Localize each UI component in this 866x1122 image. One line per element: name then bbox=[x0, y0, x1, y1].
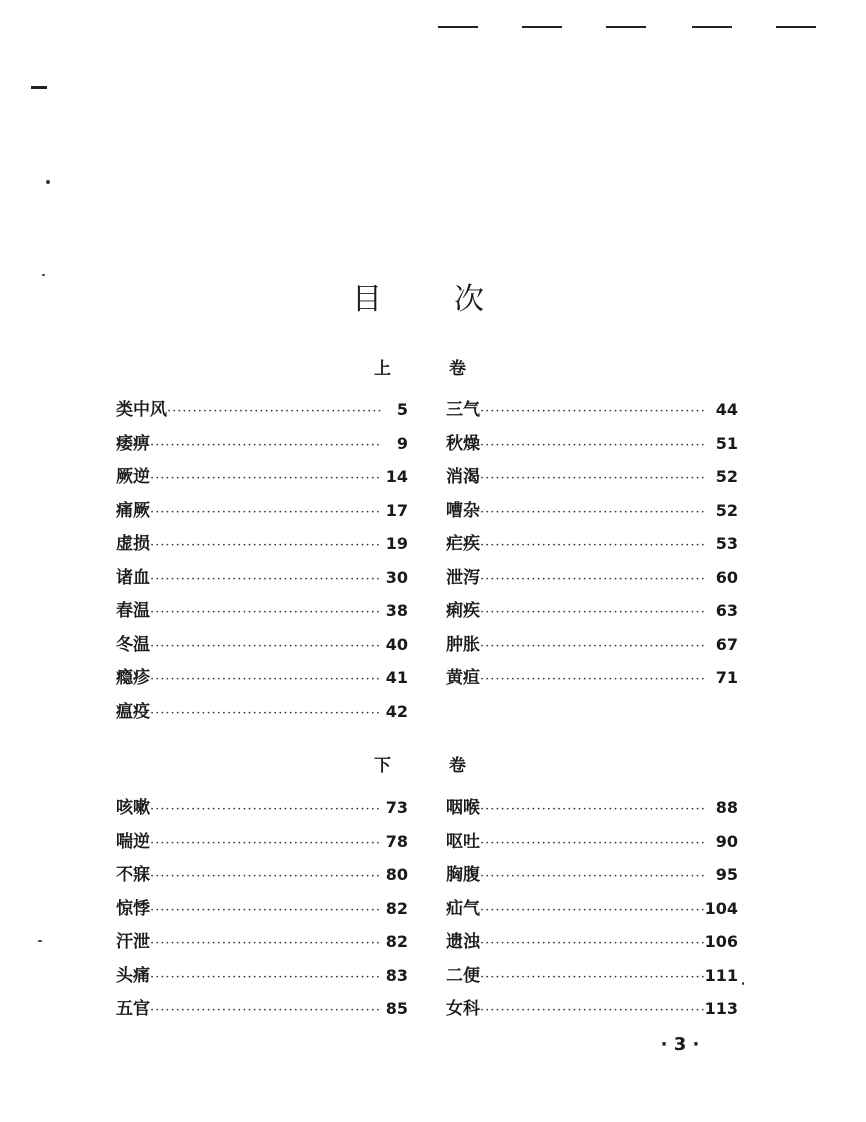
title-char-1: 目 bbox=[352, 282, 382, 317]
toc-entry[interactable] bbox=[446, 964, 738, 998]
toc-entry[interactable] bbox=[116, 398, 408, 432]
dot-leader bbox=[150, 932, 382, 956]
toc-entry[interactable] bbox=[116, 465, 408, 499]
toc-entry[interactable] bbox=[116, 863, 408, 897]
toc-entry-page: 14 bbox=[385, 467, 408, 486]
volume-upper-heading-left: 上 bbox=[374, 359, 391, 379]
toc-entry-name: 瘾疹 bbox=[116, 668, 150, 688]
toc-entry[interactable] bbox=[446, 796, 738, 830]
toc-entry[interactable] bbox=[116, 700, 408, 734]
top-rule bbox=[776, 26, 816, 28]
dot-leader bbox=[150, 501, 382, 525]
dot-leader bbox=[150, 568, 382, 592]
toc-entry-page: 90 bbox=[715, 831, 738, 851]
scan-speck bbox=[46, 180, 50, 184]
toc-entry[interactable] bbox=[116, 666, 408, 700]
toc-entry-name: 喘逆 bbox=[116, 831, 150, 852]
toc-entry-page: 5 bbox=[396, 400, 408, 419]
dot-leader bbox=[150, 601, 382, 625]
toc-entry[interactable] bbox=[446, 666, 738, 700]
toc-entry-page: 88 bbox=[715, 798, 738, 817]
toc-entry-page: 60 bbox=[715, 567, 738, 587]
toc-entry-name: 遗浊 bbox=[446, 932, 480, 952]
toc-entry-page: 42 bbox=[385, 701, 408, 721]
toc-entry-page: 71 bbox=[715, 668, 738, 687]
dot-leader bbox=[150, 534, 382, 558]
toc-entry[interactable] bbox=[446, 830, 738, 864]
dot-leader bbox=[480, 400, 704, 424]
toc-entry[interactable] bbox=[116, 566, 408, 600]
toc-entry[interactable] bbox=[446, 599, 738, 633]
toc-entry[interactable] bbox=[446, 930, 738, 964]
dot-leader bbox=[150, 966, 382, 990]
toc-entry-page: 78 bbox=[385, 831, 408, 851]
toc-entry-name: 黄疸 bbox=[446, 668, 480, 688]
toc-entry-name: 咽喉 bbox=[446, 798, 480, 818]
toc-entry-name: 虚损 bbox=[116, 534, 150, 554]
toc-entry[interactable] bbox=[116, 532, 408, 566]
scan-speck bbox=[742, 982, 744, 985]
scan-speck bbox=[38, 940, 42, 942]
toc-entry-name: 嘈杂 bbox=[446, 500, 480, 521]
toc-entry-name: 不寐 bbox=[116, 865, 150, 885]
title-char-2: 次 bbox=[454, 282, 484, 317]
top-rule bbox=[522, 26, 562, 28]
toc-entry[interactable] bbox=[446, 897, 738, 931]
toc-entry-page: 73 bbox=[385, 798, 408, 817]
toc-entry-page: 44 bbox=[715, 400, 738, 419]
toc-entry[interactable] bbox=[116, 830, 408, 864]
toc-entry[interactable] bbox=[446, 863, 738, 897]
toc-entry[interactable] bbox=[116, 997, 408, 1031]
toc-entry-page: 104 bbox=[704, 898, 738, 918]
dot-leader bbox=[480, 601, 704, 625]
dot-leader bbox=[150, 635, 382, 659]
dot-leader bbox=[480, 467, 704, 491]
toc-entry-name: 五官 bbox=[116, 999, 150, 1019]
toc-entry[interactable] bbox=[116, 796, 408, 830]
toc-entry-name: 呕吐 bbox=[446, 831, 480, 852]
dot-leader bbox=[480, 668, 704, 692]
dot-leader bbox=[150, 467, 382, 491]
dot-leader bbox=[150, 798, 382, 822]
volume-upper-heading-right: 卷 bbox=[449, 359, 466, 379]
page-number: · 3 · bbox=[660, 1034, 700, 1055]
toc-upper-left-column bbox=[116, 398, 408, 733]
toc-entry[interactable] bbox=[446, 499, 738, 533]
toc-entry[interactable] bbox=[446, 398, 738, 432]
toc-entry-page: 41 bbox=[385, 668, 408, 687]
toc-entry[interactable] bbox=[446, 633, 738, 667]
dot-leader bbox=[150, 434, 382, 458]
dot-leader bbox=[480, 501, 704, 525]
toc-entry-name: 汗泄 bbox=[116, 932, 150, 952]
page-title bbox=[0, 280, 866, 324]
toc-entry-name: 三气 bbox=[446, 400, 480, 420]
toc-entry-name: 女科 bbox=[446, 999, 480, 1019]
toc-lower-right-column bbox=[446, 796, 738, 1031]
toc-entry-page: 51 bbox=[715, 433, 738, 453]
toc-entry-page: 52 bbox=[715, 500, 738, 520]
margin-mark bbox=[31, 86, 47, 89]
toc-entry-page: 82 bbox=[385, 898, 408, 918]
toc-entry[interactable] bbox=[116, 897, 408, 931]
volume-lower-heading-right: 卷 bbox=[449, 756, 466, 776]
toc-entry[interactable] bbox=[446, 465, 738, 499]
toc-entry-name: 厥逆 bbox=[116, 467, 150, 487]
toc-lower-left-column bbox=[116, 796, 408, 1031]
toc-entry-page: 9 bbox=[396, 433, 408, 453]
dot-leader bbox=[480, 568, 704, 592]
top-rule bbox=[438, 26, 478, 28]
toc-entry-name: 痿痹 bbox=[116, 433, 150, 454]
toc-entry-page: 111 bbox=[704, 965, 738, 985]
toc-entry-name: 疝气 bbox=[446, 898, 480, 919]
dot-leader bbox=[480, 798, 704, 822]
toc-entry-name: 咳嗽 bbox=[116, 798, 150, 818]
toc-entry-name: 消渴 bbox=[446, 467, 480, 487]
dot-leader bbox=[480, 534, 704, 558]
toc-entry[interactable] bbox=[116, 432, 408, 466]
dot-leader bbox=[480, 999, 704, 1023]
dot-leader bbox=[150, 832, 382, 856]
toc-entry-page: 38 bbox=[385, 601, 408, 620]
top-rule bbox=[606, 26, 646, 28]
toc-entry-page: 113 bbox=[704, 999, 738, 1018]
toc-entry-page: 30 bbox=[385, 567, 408, 587]
volume-lower-heading bbox=[0, 754, 866, 780]
dot-leader bbox=[167, 400, 382, 424]
toc-entry-page: 19 bbox=[385, 534, 408, 553]
toc-entry-name: 头痛 bbox=[116, 965, 150, 986]
toc-entry-name: 诸血 bbox=[116, 567, 150, 588]
toc-entry[interactable] bbox=[116, 964, 408, 998]
dot-leader bbox=[480, 635, 704, 659]
toc-entry[interactable] bbox=[446, 432, 738, 466]
toc-upper-right-column bbox=[446, 398, 738, 700]
toc-entry[interactable] bbox=[446, 532, 738, 566]
toc-entry-name: 春温 bbox=[116, 601, 150, 621]
toc-entry-name: 疟疾 bbox=[446, 534, 480, 554]
dot-leader bbox=[480, 899, 704, 923]
volume-lower-heading-left: 下 bbox=[374, 756, 391, 776]
toc-entry[interactable] bbox=[446, 566, 738, 600]
volume-upper-heading bbox=[0, 357, 866, 383]
toc-entry-page: 82 bbox=[385, 932, 408, 951]
toc-entry-name: 痢疾 bbox=[446, 601, 480, 621]
toc-entry[interactable] bbox=[116, 633, 408, 667]
toc-entry-page: 17 bbox=[385, 500, 408, 520]
toc-entry[interactable] bbox=[446, 997, 738, 1031]
toc-entry-page: 83 bbox=[385, 965, 408, 985]
dot-leader bbox=[150, 668, 382, 692]
toc-entry-page: 80 bbox=[385, 865, 408, 884]
toc-entry-name: 泄泻 bbox=[446, 567, 480, 588]
toc-entry-page: 95 bbox=[715, 865, 738, 884]
toc-entry-name: 惊悸 bbox=[116, 898, 150, 919]
toc-entry-name: 胸腹 bbox=[446, 865, 480, 885]
toc-entry[interactable] bbox=[116, 930, 408, 964]
toc-entry[interactable] bbox=[116, 599, 408, 633]
dot-leader bbox=[480, 932, 704, 956]
toc-entry-name: 瘟疫 bbox=[116, 701, 150, 722]
dot-leader bbox=[480, 434, 704, 458]
toc-entry-page: 67 bbox=[715, 634, 738, 654]
toc-entry-page: 106 bbox=[704, 932, 738, 951]
dot-leader bbox=[150, 702, 382, 726]
toc-entry-name: 秋燥 bbox=[446, 433, 480, 454]
toc-entry[interactable] bbox=[116, 499, 408, 533]
dot-leader bbox=[150, 865, 382, 889]
scan-speck bbox=[42, 274, 45, 276]
toc-entry-page: 52 bbox=[715, 467, 738, 486]
toc-entry-name: 冬温 bbox=[116, 634, 150, 655]
toc-entry-name: 类中风 bbox=[116, 400, 167, 420]
toc-entry-name: 痛厥 bbox=[116, 500, 150, 521]
toc-entry-page: 53 bbox=[715, 534, 738, 553]
dot-leader bbox=[480, 865, 704, 889]
dot-leader bbox=[480, 832, 704, 856]
toc-entry-page: 40 bbox=[385, 634, 408, 654]
toc-entry-page: 63 bbox=[715, 601, 738, 620]
dot-leader bbox=[150, 999, 382, 1023]
dot-leader bbox=[150, 899, 382, 923]
dot-leader bbox=[480, 966, 704, 990]
toc-entry-name: 二便 bbox=[446, 965, 480, 986]
toc-entry-name: 肿胀 bbox=[446, 634, 480, 655]
top-rule bbox=[692, 26, 732, 28]
toc-entry-page: 85 bbox=[385, 999, 408, 1018]
